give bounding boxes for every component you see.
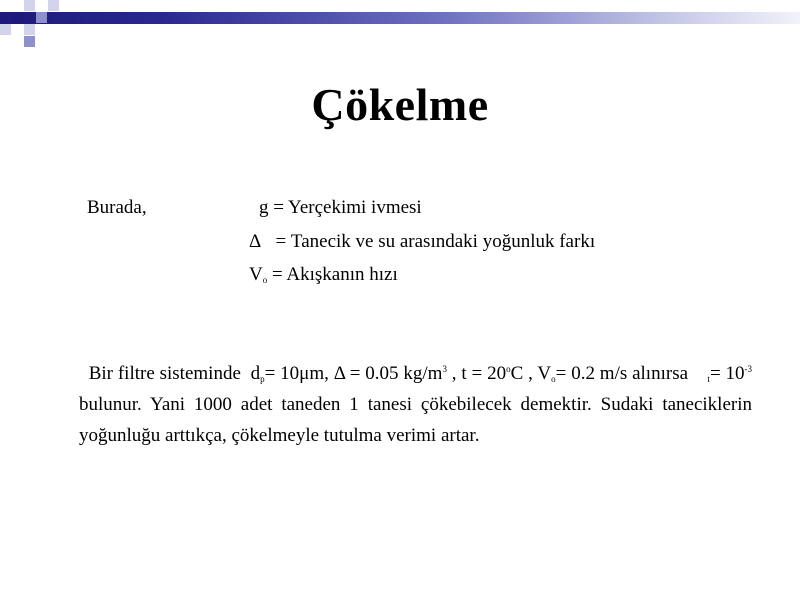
para-text-2: = 10μm, Δ = 0.05 kg/m — [264, 363, 443, 384]
para-text-5: = 0.2 m/s alınırsa — [555, 363, 708, 384]
degree-superscript: o — [506, 364, 511, 374]
definitions-label: Burada, — [87, 197, 147, 218]
definition-g — [259, 197, 422, 219]
g-symbol: g — [259, 197, 269, 218]
header-square-icon — [48, 0, 59, 11]
body-paragraph — [79, 358, 752, 451]
exponent-superscript: -3 — [744, 364, 753, 374]
para-text-7: bulunur. Yani 1000 adet taneden 1 tanesi çökebilecek demektir. Sudaki taneciklerin yoğunluğu arttıkça, çökelmeyle tutulma verimi artar. — [79, 394, 752, 446]
header-square-icon — [24, 0, 35, 11]
para-text-4: C , V — [510, 363, 552, 384]
header-square-icon — [36, 12, 47, 23]
definition-v — [249, 264, 398, 286]
delta-symbol: Δ — [249, 231, 262, 252]
definition-delta — [249, 231, 595, 253]
v-symbol: V — [249, 264, 263, 285]
vo-subscript: o — [551, 374, 556, 384]
header-square-icon — [0, 24, 11, 35]
para-text-1: Bir filtre sisteminde d — [79, 363, 261, 384]
v-text: = Akışkanın hızı — [271, 264, 398, 285]
header-square-icon — [12, 12, 23, 23]
m3-superscript: 3 — [442, 364, 447, 374]
slide-title: Çökelme — [311, 79, 489, 130]
g-text: = Yerçekimi ivmesi — [273, 197, 422, 218]
eta-subscript: t — [707, 374, 710, 384]
v-subscript: o — [262, 275, 268, 285]
header-square-icon — [24, 24, 35, 35]
delta-text: = Tanecik ve su arasındaki yoğunluk farkı — [275, 231, 596, 252]
para-text-3: , t = 20 — [446, 363, 507, 384]
para-text-6: = 10 — [709, 363, 745, 384]
header-square-icon — [24, 36, 35, 47]
dp-subscript: p — [260, 374, 265, 384]
header-gradient-bar — [0, 12, 800, 24]
